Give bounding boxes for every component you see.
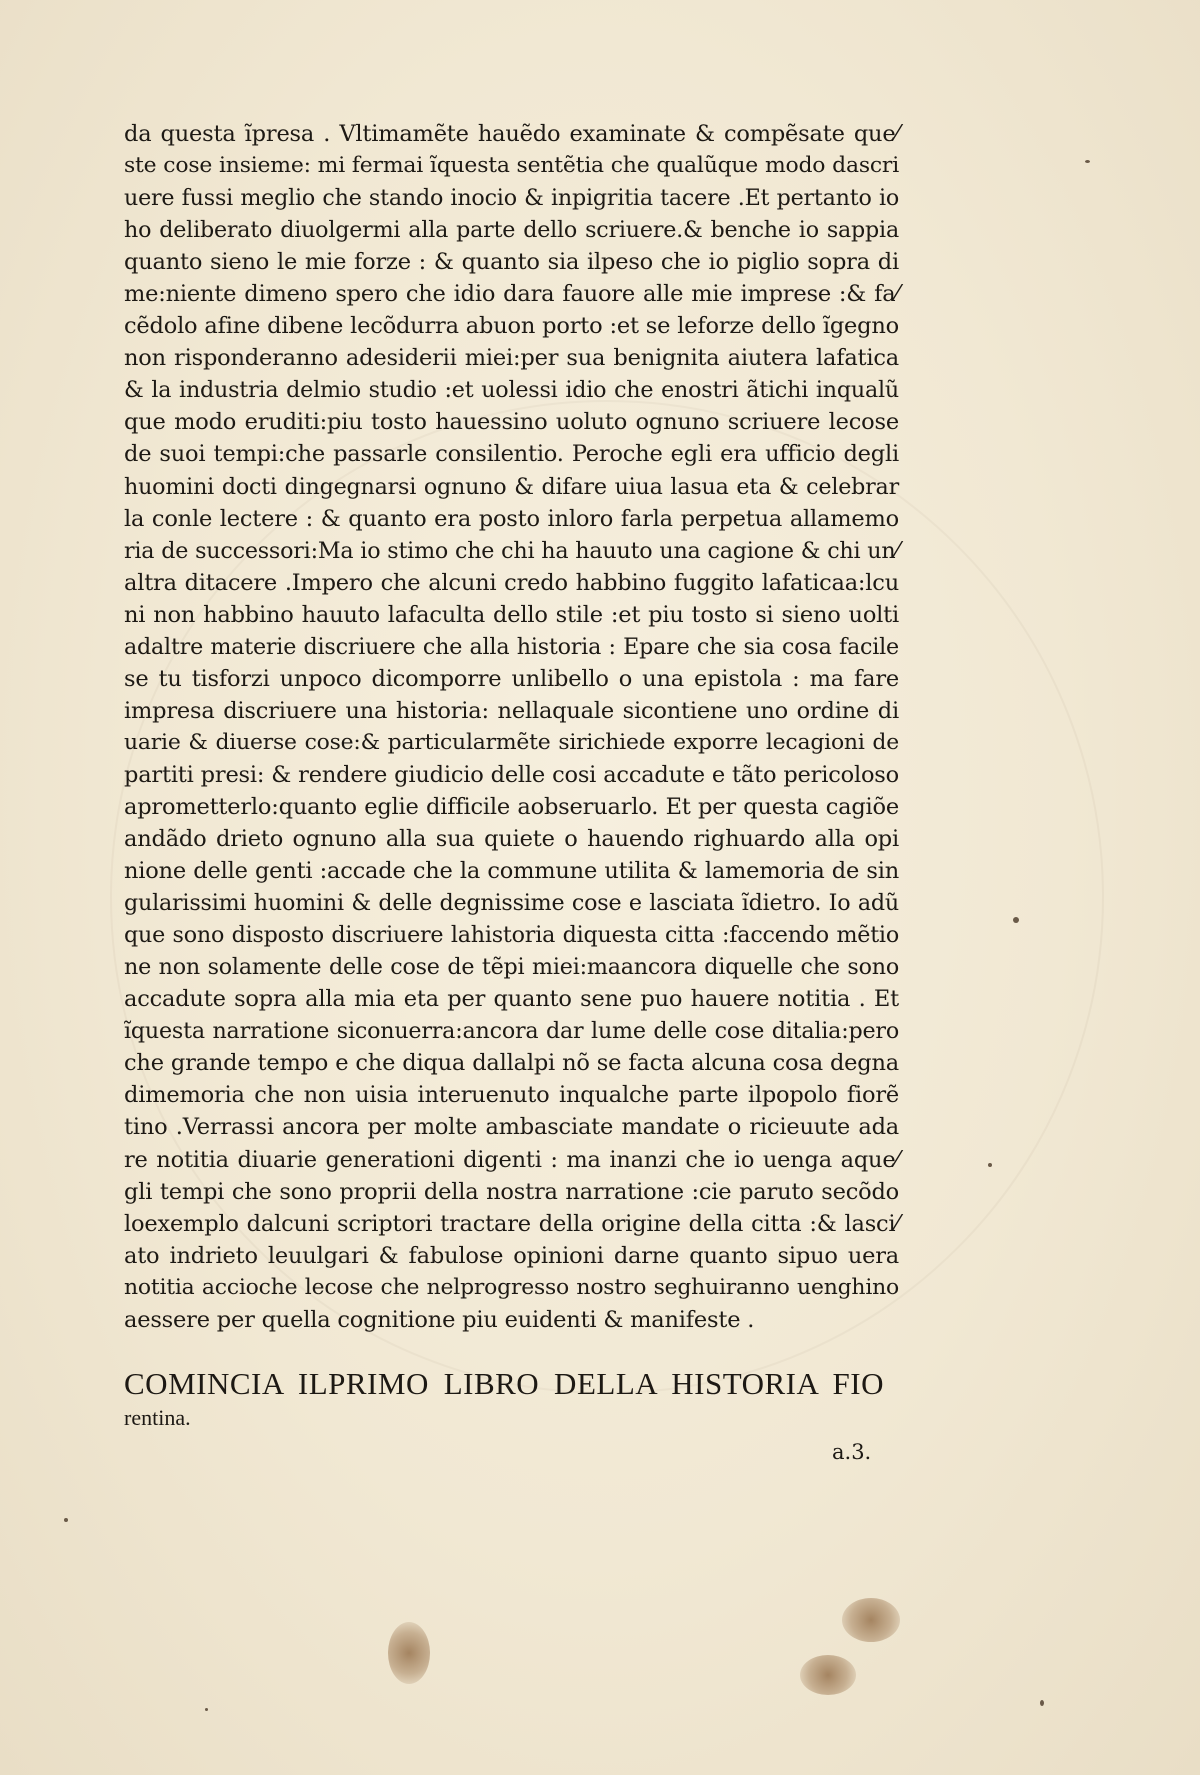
text-line: gularissimi huomini & delle degnissime cose e lasciata ĩdietro. Io adũ (124, 890, 899, 917)
text-line: gli tempi che sono proprii della nostra narratione :cie paruto secõdo (124, 1178, 899, 1205)
text-line: ho deliberato diuolgermi alla parte dello scriuere.& benche io sappia (124, 217, 899, 244)
text-line: ato indrieto leuulgari & fabulose opinioni darne quanto sipuo uera (124, 1242, 899, 1269)
text-line: ste cose insieme: mi fermai ĩquesta sentẽtia che qualũque modo dascri (124, 153, 899, 179)
text-line: nione delle genti :accade che la commune utilita & lamemoria de sin (124, 858, 899, 885)
text-line: que modo eruditi:piu tosto hauessino uoluto ognuno scriuere lecose (124, 409, 899, 436)
paper-speck (1085, 160, 1090, 163)
text-line: andãdo drieto ognuno alla sua quiete o hauendo righuardo alla opi (124, 826, 899, 853)
body-text (124, 118, 899, 1336)
signature-mark: a.3. (832, 1440, 872, 1464)
chapter-heading-line2: rentina. (124, 1405, 191, 1430)
text-line: que sono disposto discriuere lahistoria diquesta citta :faccendo mẽtio (124, 922, 899, 949)
foxing-stain (800, 1655, 856, 1695)
paper-speck (64, 1518, 68, 1522)
text-line: partiti presi: & rendere giudicio delle cosi accadute e tãto pericoloso (124, 761, 899, 788)
text-line: loexemplo dalcuni scriptori tractare della origine della citta :& lasci⁄ (124, 1210, 899, 1237)
text-line: ne non solamente delle cose de tẽpi miei:maancora diquelle che sono (124, 954, 899, 981)
text-line: huomini docti dingegnarsi ognuno & difare uiua lasua eta & celebrar (124, 473, 899, 500)
text-line: re notitia diuarie generationi digenti : ma inanzi che io uenga aque⁄ (124, 1146, 899, 1173)
text-line: ria de successori:Ma io stimo che chi ha hauuto una cagione & chi un⁄ (124, 537, 899, 564)
text-line: cẽdolo afine dibene lecõdurra abuon porto :et se leforze dello ĩgegno (124, 313, 899, 340)
paper-speck (1013, 917, 1019, 923)
paper-speck (1040, 1700, 1044, 1706)
text-line: de suoi tempi:che passarle consilentio. Peroche egli era ufficio degli (124, 441, 899, 468)
text-line: tino .Verrassi ancora per molte ambasciate mandate o ricieuute ada (124, 1114, 899, 1141)
text-line: non risponderanno adesiderii miei:per sua benignita aiutera lafatica (124, 345, 899, 372)
text-line: adaltre materie discriuere che alla historia : Epare che sia cosa facile (124, 633, 899, 660)
chapter-heading-line1: COMINCIA ILPRIMO LIBRO DELLA HISTORIA FIO (124, 1366, 884, 1401)
text-line: aprometterlo:quanto eglie difficile aobseruarlo. Et per questa cagiõe (124, 793, 899, 820)
text-line: accadute sopra alla mia eta per quanto sene puo hauere notitia . Et (124, 986, 899, 1013)
text-line: la conle lectere : & quanto era posto inloro farla perpetua allamemo (124, 505, 899, 532)
text-line-last: aessere per quella cognitione piu euidenti & manifeste . (124, 1306, 755, 1333)
paper-speck (205, 1708, 208, 1711)
text-line: quanto sieno le mie forze : & quanto sia ilpeso che io piglio sopra di (124, 249, 899, 276)
text-line: dimemoria che non uisia interuenuto inqualche parte ilpopolo fiorẽ (124, 1082, 899, 1109)
text-line: se tu tisforzi unpoco dicomporre unlibello o una epistola : ma fare (124, 665, 899, 692)
text-line: uere fussi meglio che stando inocio & inpigritia tacere .Et pertanto io (124, 185, 899, 212)
foxing-stain (388, 1622, 430, 1684)
text-line: che grande tempo e che diqua dallalpi nõ se facta alcuna cosa degna (124, 1050, 899, 1077)
text-line: ĩquesta narratione siconuerra:ancora dar lume delle cose ditalia:pero (124, 1018, 899, 1045)
paper-speck (988, 1163, 992, 1167)
chapter-heading (124, 1365, 884, 1433)
text-line: notitia accioche lecose che nelprogresso nostro seghuiranno uenghino (124, 1274, 899, 1300)
text-line: me:niente dimeno spero che idio dara fauore alle mie imprese :& fa⁄ (124, 281, 899, 308)
text-line: & la industria delmio studio :et uolessi idio che enostri ãtichi inqualũ (124, 377, 899, 404)
foxing-stain (842, 1598, 900, 1642)
text-line: ni non habbino hauuto lafaculta dello stile :et piu tosto si sieno uolti (124, 601, 899, 628)
text-line: uarie & diuerse cose:& particularmẽte sirichiede exporre lecagioni de (124, 729, 899, 755)
text-line: impresa discriuere una historia: nellaquale sicontiene uno ordine di (124, 697, 899, 724)
text-line: da questa ĩpresa . Vltimamẽte hauẽdo examinate & compẽsate que⁄ (124, 121, 899, 147)
text-line: altra ditacere .Impero che alcuni credo habbino fuggito lafaticaa:lcu (124, 569, 899, 596)
